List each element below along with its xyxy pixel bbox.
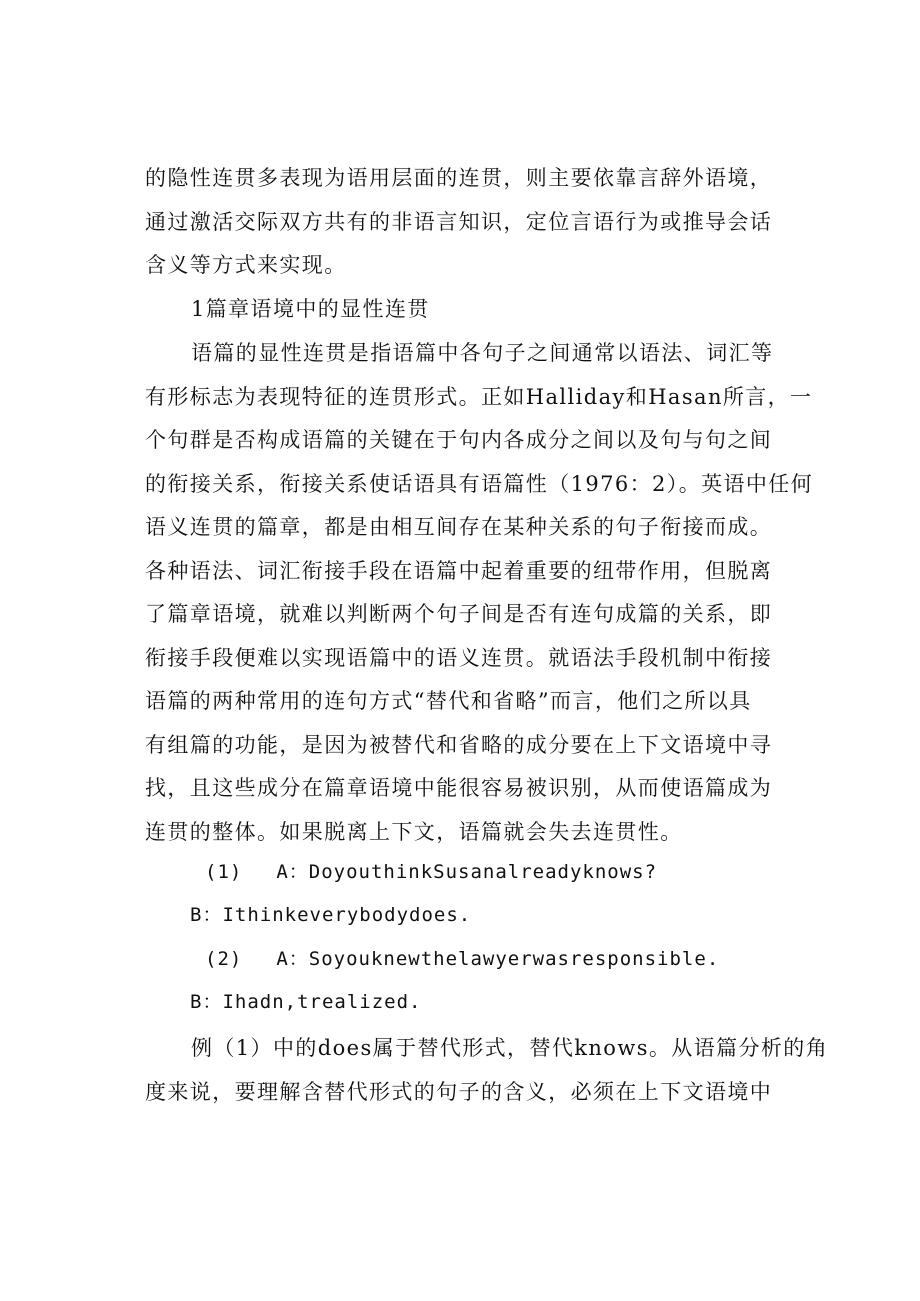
example-number: (1) [205,861,243,883]
text-line: 有组篇的功能，是因为被替代和省略的成分要在上下文语境中寻 [145,732,773,757]
text-line: 有形标志为表现特征的连贯形式。正如Halliday和Hasan所言，一 [145,384,813,409]
example-1-line-a [205,857,657,887]
text-line: 例（1）中的does属于替代形式，替代knows。从语篇分析的角 [191,1036,829,1060]
text-line: 连贯的整体。如果脱离上下文，语篇就会失去连贯性。 [145,819,683,844]
example-number: (2) [205,948,243,970]
text-line: 的衔接关系，衔接关系使话语具有语篇性（1976：2）。英语中任何 [145,471,814,496]
text-line: 语篇的显性连贯是指语篇中各句子之间通常以语法、词汇等 [191,341,774,365]
example-speaker-b: B：Ithinkeverybodydoes. [190,904,472,926]
text-line: 个句群是否构成语篇的关键在于句内各成分之间以及句与句之间 [145,428,773,452]
text-line: 各种语法、词汇衔接手段在语篇中起着重要的纽带作用，但脱离 [145,558,773,583]
text-line: 语义连贯的篇章，都是由相互间存在某种关系的句子衔接而成。 [145,515,773,539]
text-line: 找，且这些成分在篇章语境中能很容易被识别，从而使语篇成为 [145,776,773,800]
paragraph-intro [145,157,805,288]
text-line: 含义等方式来实现。 [145,253,347,277]
example-2-line-a [205,944,719,974]
text-line: 了篇章语境，就难以判断两个句子间是否有连句成篇的关系，即 [145,602,773,626]
example-speaker-a: A：DoyouthinkSusanalreadyknows? [276,861,658,883]
text-line: 衔接手段便难以实现语篇中的语义连贯。就语法手段机制中衔接 [145,645,773,670]
text-line: 的隐性连贯多表现为语用层面的连贯，则主要依靠言辞外语境， [145,166,773,190]
example-speaker-b: B：Ihadn,trealized. [190,991,422,1013]
section-heading-block [145,288,805,332]
text-line: 度来说，要理解含替代形式的句子的含义，必须在上下文语境中 [145,1079,773,1104]
paragraph-analysis [145,1027,829,1114]
text-line: 语篇的两种常用的连句方式“替代和省略”而言，他们之所以具 [145,689,752,713]
example-1-line-b [190,900,471,930]
text-line: 通过激活交际双方共有的非语言知识，定位言语行为或推导会话 [145,209,773,234]
section-heading: 1篇章语境中的显性连贯 [191,297,430,321]
example-speaker-a: A：Soyouknewthelawyerwasresponsible. [276,948,720,970]
example-2-line-b [190,987,421,1017]
paragraph-main [145,332,814,854]
